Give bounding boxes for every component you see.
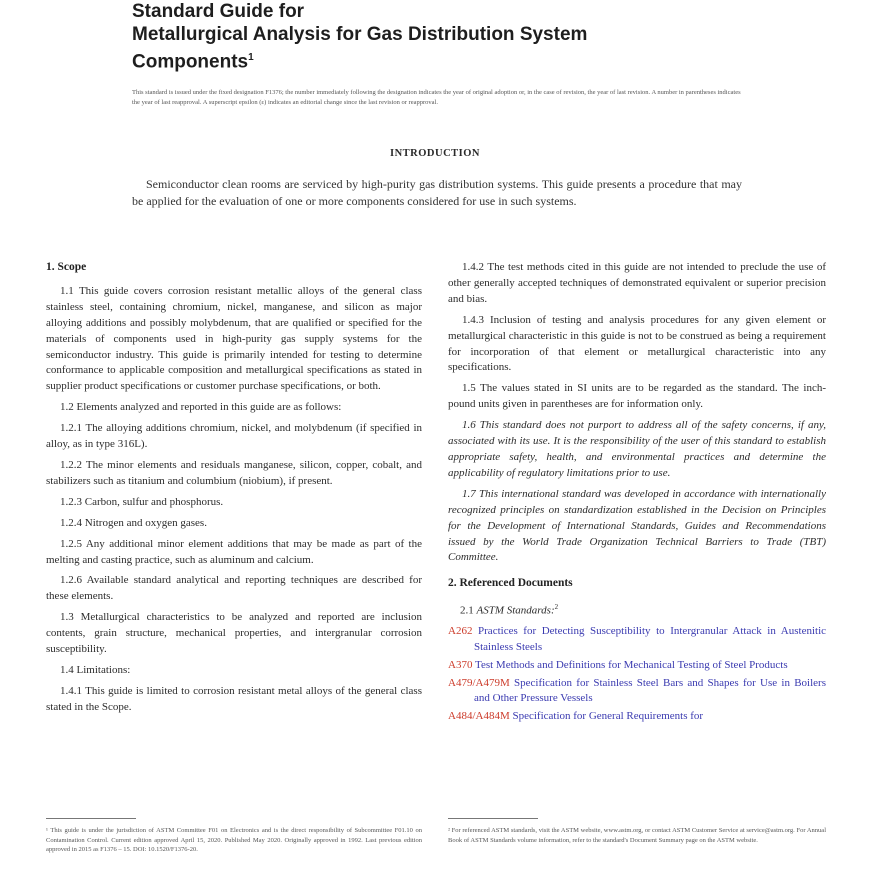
referenced-documents-heading: 2. Referenced Documents: [448, 577, 573, 590]
footnote-rule-right: [448, 818, 538, 819]
scope-1-1: 1.1 This guide covers corrosion resistant metallic alloys of the general class stainless steel, containing chromium, nickel, manganese, and silicon as major alloying additions and possibly molybdenum, that are qualified or specified for the materials of components used in high-purity gas supply systems for the semiconductor industry. This guide is primarily intended for testing to determine conformance to applicable composition and metallurgical specifications as stated in supplier product specifications or customer purchase specifications, or both.: [46, 284, 422, 393]
scope-1-2: 1.2 Elements analyzed and reported in this guide are as follows:: [60, 401, 342, 414]
left-column: [46, 260, 422, 721]
scope-1-4-2: 1.4.2 The test methods cited in this guide are not intended to preclude the use of other generally accepted techniques of demonstrated equivalent or superior precision and bias.: [448, 261, 826, 305]
title-footnote-mark: 1: [248, 52, 254, 63]
footnote-left: ¹ This guide is under the jurisdiction of ASTM Committee F01 on Electronics and is the direct responsibility of Subcommittee F01.10 on Contamination Control. Current edition approved April 15, 2020. Published May 2020. Originally approved in 1992. Last previous edition approved in 2015 as F1376 – 15. DOI: 10.1520/F1376-20.: [46, 827, 422, 853]
reference-title-link[interactable]: Practices for Detecting Susceptibility to Intergranular Attack in Austenitic Stainless Steels: [474, 624, 827, 653]
reference-title-link[interactable]: Specification for Stainless Steel Bars and Shapes for Use in Boilers and Other Pressure Vessels: [474, 676, 826, 705]
introduction-heading: INTRODUCTION: [389, 148, 480, 159]
scope-1-5: 1.5 The values stated in SI units are to be regarded as the standard. The inch-pound units given in parentheses are for information only.: [448, 382, 826, 411]
introduction-paragraph: Semiconductor clean rooms are serviced by high-purity gas distribution systems. This guide presents a procedure that may be applied for the evaluation of one or more components considered for use in such systems.: [132, 177, 742, 208]
scope-1-2-1: 1.2.1 The alloying additions chromium, nickel, and molybdenum (if specified in alloy, as in type 316L).: [46, 422, 422, 451]
title-line-1: Standard Guide for: [132, 1, 305, 22]
footnote-right: ² For referenced ASTM standards, visit the ASTM website, www.astm.org, or contact ASTM Customer Service at service@astm.org. For Annual Book of ASTM Standards volume information, refer to the standard's Document Summary page on the ASTM website.: [448, 827, 826, 844]
title-line-3-text: Components: [132, 51, 249, 73]
scope-1-6: 1.6 This standard does not purport to address all of the safety concerns, if any, associated with its use. It is the responsibility of the user of this standard to establish appropriate safety, health, and environmental practices and determine the applicability of regulatory limitations prior to use.: [448, 419, 826, 479]
scope-1-2-4: 1.2.4 Nitrogen and oxygen gases.: [60, 516, 207, 529]
scope-1-2-6: 1.2.6 Available standard analytical and reporting techniques are described for these elements.: [46, 574, 422, 603]
astm-standards-text: ASTM Standards:: [476, 604, 555, 617]
right-column: [448, 260, 826, 727]
scope-1-4-1: 1.4.1 This guide is limited to corrosion resistant metal alloys of the general class stated in the Scope.: [46, 684, 422, 713]
reference-code-link[interactable]: A479/A479M: [448, 676, 510, 689]
title-line-2: Metallurgical Analysis for Gas Distribution System: [132, 24, 588, 45]
scope-1-4: 1.4 Limitations:: [60, 663, 131, 676]
introduction-text: [132, 176, 742, 210]
astm-standards-label: [448, 600, 826, 620]
reference-title-link[interactable]: Specification for General Requirements for: [512, 710, 704, 723]
reference-list: [448, 624, 826, 725]
scope-1-2-3: 1.2.3 Carbon, sulfur and phosphorus.: [60, 495, 224, 508]
scope-1-3: 1.3 Metallurgical characteristics to be analyzed and reported are inclusion contents, grain structure, mechanical properties, and intergranular corrosion susceptibility.: [46, 611, 422, 656]
document-title: [132, 0, 752, 73]
reference-code-link[interactable]: A484/A484M: [448, 710, 510, 723]
reference-item[interactable]: [448, 624, 826, 656]
scope-1-2-2: 1.2.2 The minor elements and residuals manganese, silicon, copper, cobalt, and stabilizers such as titanium and columbium (niobium), if present.: [46, 458, 422, 487]
scope-1-4-3: 1.4.3 Inclusion of testing and analysis procedures for any given element or metallurgical characteristic in this guide is not to be construed as being a requirement for incorporation of that element or metallurgical characteristic into any specifications.: [448, 313, 826, 374]
scope-heading: 1. Scope: [46, 261, 87, 273]
reference-code-link[interactable]: A370: [448, 658, 473, 671]
reference-title-link[interactable]: Test Methods and Definitions for Mechanical Testing of Steel Products: [475, 658, 788, 671]
reference-code-link[interactable]: A262: [448, 624, 473, 637]
title-line-3: [132, 46, 752, 73]
footnote-rule-left: [46, 818, 136, 819]
astm-standards-mark: 2: [554, 603, 559, 612]
scope-1-2-5: 1.2.5 Any additional minor element additions that may be made as part of the melting and casting practice, such as aluminum and calcium.: [46, 537, 422, 566]
scope-1-7: 1.7 This international standard was developed in accordance with internationally recognized principles on standardization established in the Decision on Principles for the Development of International Standards, Guides and Recommendations issued by the World Trade Organization Technical Barriers to Trade (TBT) Committee.: [448, 487, 826, 564]
reference-item[interactable]: [448, 676, 826, 708]
astm-standards-number: 2.1: [460, 604, 474, 617]
reference-item[interactable]: [448, 709, 826, 725]
designation-note: This standard is issued under the fixed designation F1376; the number immediately following the designation indicates the year of original adoption or, in the case of revision, the year of last revision. A number in parentheses indicates the year of last reapproval. A superscript epsilon (ε) indicates an editorial change since the last revision or reapproval.: [132, 89, 741, 106]
reference-item[interactable]: [448, 658, 826, 674]
